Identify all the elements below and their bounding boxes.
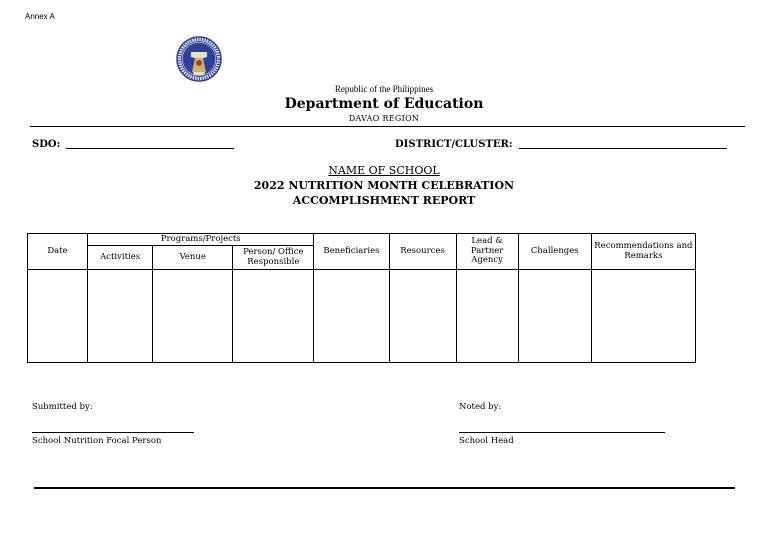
header-beneficiaries: Beneficiaries <box>314 234 389 270</box>
submitted-role: School Nutrition Focal Person <box>32 436 162 446</box>
footer-divider <box>34 487 735 489</box>
cell-person-office[interactable] <box>233 270 314 363</box>
cell-recommendations[interactable] <box>591 270 695 363</box>
header-resources: Resources <box>389 234 456 270</box>
header-venue: Venue <box>153 246 233 270</box>
submitted-by-label: Submitted by: <box>32 402 93 412</box>
sdo-blank-line[interactable] <box>66 148 234 149</box>
table-row <box>28 270 696 363</box>
cell-venue[interactable] <box>153 270 233 363</box>
cell-activities[interactable] <box>88 270 153 363</box>
submitted-signature-line[interactable] <box>32 432 194 433</box>
school-name-title: NAME OF SCHOOL <box>328 164 440 177</box>
sdo-label: SDO: <box>32 139 61 150</box>
header-lead-partner: Lead & Partner Agency <box>456 234 518 270</box>
district-blank-line[interactable] <box>519 148 727 149</box>
header-challenges: Challenges <box>518 234 591 270</box>
district-label: DISTRICT/CLUSTER: <box>395 139 513 150</box>
header-activities: Activities <box>88 246 153 270</box>
header-person-office: Person/ Office Responsible <box>233 246 314 270</box>
cell-date[interactable] <box>28 270 88 363</box>
annex-label: Annex A <box>25 12 55 21</box>
cell-beneficiaries[interactable] <box>314 270 389 363</box>
celebration-title: 2022 NUTRITION MONTH CELEBRATION <box>253 179 515 192</box>
header-divider <box>30 126 745 127</box>
report-title: ACCOMPLISHMENT REPORT <box>292 194 476 207</box>
accomplishment-table <box>27 233 696 363</box>
cell-lead-partner[interactable] <box>456 270 518 363</box>
header-date: Date <box>28 234 88 270</box>
noted-signature-line[interactable] <box>459 432 665 433</box>
cell-challenges[interactable] <box>518 270 591 363</box>
cell-resources[interactable] <box>389 270 456 363</box>
region-text: DAVAO REGION <box>348 114 420 123</box>
header-programs-projects: Programs/Projects <box>88 234 314 246</box>
header-recommendations: Recommendations and Remarks <box>591 234 695 270</box>
deped-seal-logo <box>172 36 226 82</box>
republic-text: Republic of the Philippines <box>334 84 434 94</box>
department-title: Department of Education <box>284 96 484 112</box>
noted-by-label: Noted by: <box>459 402 502 412</box>
noted-role: School Head <box>459 436 514 446</box>
